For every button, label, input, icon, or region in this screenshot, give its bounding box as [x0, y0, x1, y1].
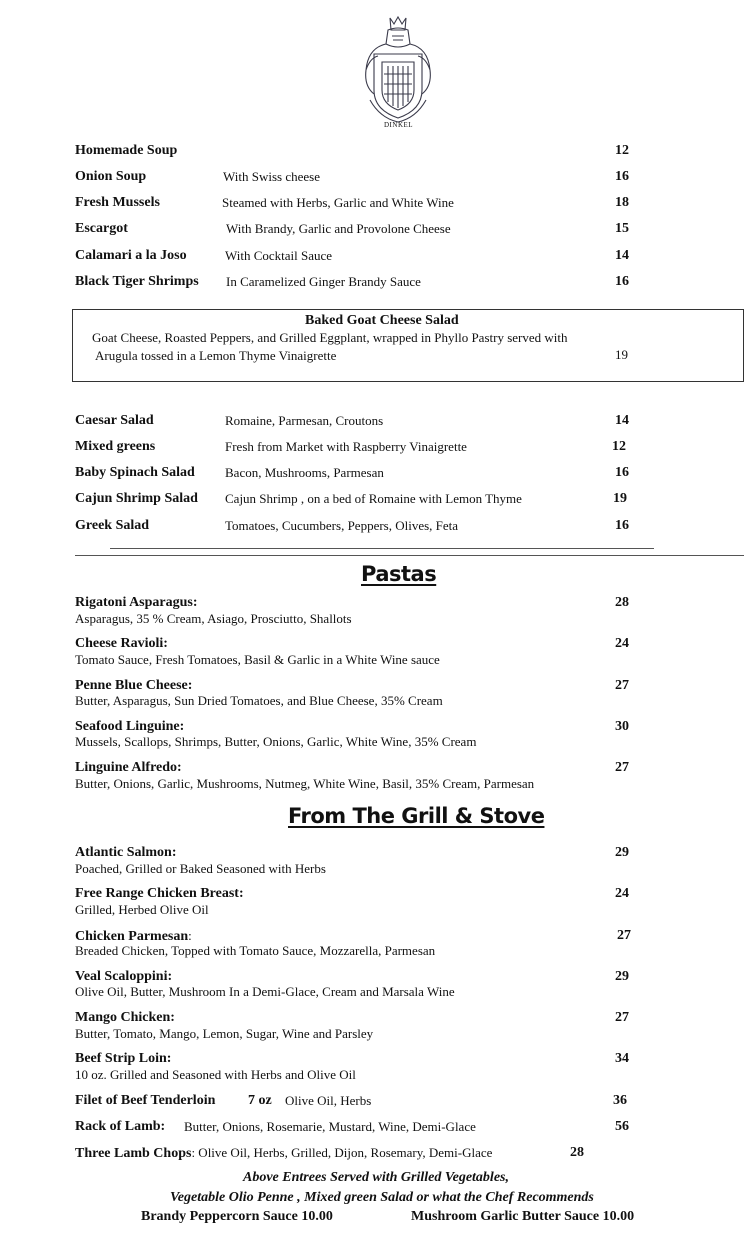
menu-item-price: 30 [615, 719, 629, 734]
menu-item-desc: Steamed with Herbs, Garlic and White Wine [222, 195, 454, 210]
menu-item-name: Rack of Lamb: [75, 1119, 166, 1134]
menu-item-name-suffix: : [188, 928, 192, 943]
featured-salad-desc-line2: Arugula tossed in a Lemon Thyme Vinaigrette [95, 348, 337, 363]
menu-item-name: Cheese Ravioli: [75, 636, 168, 651]
menu-item-price: 56 [615, 1119, 629, 1134]
menu-item-name: Black Tiger Shrimps [75, 274, 199, 289]
featured-salad-price: 19 [615, 347, 628, 362]
menu-item-price: 28 [615, 595, 629, 610]
menu-item-price: 16 [615, 169, 629, 184]
menu-item-desc: Butter, Tomato, Mango, Lemon, Sugar, Wine and Parsley [75, 1026, 374, 1041]
menu-item-desc: Grilled, Herbed Olive Oil [75, 902, 209, 917]
menu-item-name: Beef Strip Loin: [75, 1051, 172, 1066]
menu-item-name: Rigatoni Asparagus: [75, 595, 198, 610]
menu-item-price: 29 [615, 969, 629, 984]
crest-caption: DINKEL [384, 121, 414, 129]
menu-item-price: 27 [615, 760, 629, 775]
menu-item-price: 14 [615, 248, 629, 263]
menu-item-desc: 10 oz. Grilled and Seasoned with Herbs and Olive Oil [75, 1067, 356, 1082]
section-title-pastas: Pastas [361, 562, 437, 586]
menu-item-size: 7 oz [248, 1093, 272, 1108]
footer-sauce-mushroom: Mushroom Garlic Butter Sauce 10.00 [411, 1209, 635, 1224]
dinkel-crest-logo [360, 14, 436, 134]
menu-item-price: 16 [615, 518, 629, 533]
menu-item-desc: With Brandy, Garlic and Provolone Cheese [226, 221, 451, 236]
menu-item-desc: With Swiss cheese [223, 169, 320, 184]
menu-item-price: 28 [570, 1145, 584, 1160]
footer-note-line2: Vegetable Olio Penne , Mixed green Salad or what the Chef Recommends [170, 1190, 594, 1205]
menu-item-name: Caesar Salad [75, 413, 154, 428]
menu-item-heading [75, 1145, 492, 1162]
menu-item-price: 27 [615, 678, 629, 693]
menu-item-desc: Mussels, Scallops, Shrimps, Butter, Onions, Garlic, White Wine, 35% Cream [75, 734, 477, 749]
menu-item-name: Mango Chicken: [75, 1010, 175, 1025]
menu-item-price: 27 [615, 1010, 629, 1025]
menu-item-price: 24 [615, 886, 629, 901]
menu-item-desc: Romaine, Parmesan, Croutons [225, 413, 384, 428]
menu-item-price: 16 [615, 465, 629, 480]
menu-item-price: 34 [615, 1051, 629, 1066]
menu-item-name: Penne Blue Cheese: [75, 678, 193, 693]
menu-item-desc: Butter, Onions, Garlic, Mushrooms, Nutmeg, White Wine, Basil, 35% Cream, Parmesan [75, 776, 535, 791]
divider-line [110, 548, 654, 549]
menu-item-desc: Butter, Asparagus, Sun Dried Tomatoes, and Blue Cheese, 35% Cream [75, 693, 443, 708]
menu-item-name: Mixed greens [75, 439, 156, 454]
menu-item-price: 12 [612, 439, 626, 454]
menu-item-name: Atlantic Salmon: [75, 845, 177, 860]
menu-item-price: 16 [615, 274, 629, 289]
menu-item-desc: Poached, Grilled or Baked Seasoned with Herbs [75, 861, 326, 876]
footer-sauce-brandy: Brandy Peppercorn Sauce 10.00 [141, 1209, 333, 1224]
menu-item-name: Baby Spinach Salad [75, 465, 195, 480]
menu-item-name: Cajun Shrimp Salad [75, 491, 198, 506]
menu-item-desc: With Cocktail Sauce [225, 248, 333, 263]
menu-item-desc: Olive Oil, Herbs [285, 1093, 372, 1108]
menu-item-price: 36 [613, 1093, 627, 1108]
menu-item-name: Greek Salad [75, 518, 150, 533]
menu-item-name: Free Range Chicken Breast: [75, 886, 244, 901]
section-title-grill: From The Grill & Stove [288, 804, 545, 828]
menu-item-desc: Olive Oil, Butter, Mushroom In a Demi-Glace, Cream and Marsala Wine [75, 984, 455, 999]
menu-item-name: Linguine Alfredo: [75, 760, 182, 775]
menu-item-price: 12 [615, 143, 629, 158]
divider-line [75, 555, 744, 556]
menu-item-name: Fresh Mussels [75, 195, 160, 210]
menu-item-name: Homemade Soup [75, 143, 178, 158]
menu-item-price: 14 [615, 413, 629, 428]
menu-item-name: Escargot [75, 221, 128, 236]
menu-item-name: Seafood Linguine: [75, 719, 185, 734]
menu-item-price: 18 [615, 195, 629, 210]
menu-item-name: Calamari a la Joso [75, 248, 187, 263]
menu-item-name: Chicken Parmesan [75, 929, 189, 944]
menu-item-desc: Fresh from Market with Raspberry Vinaigrette [225, 439, 467, 454]
menu-item-desc: Cajun Shrimp , on a bed of Romaine with Lemon Thyme [225, 491, 522, 506]
featured-salad-desc-line1: Goat Cheese, Roasted Peppers, and Grilled Eggplant, wrapped in Phyllo Pastry served with [92, 330, 568, 345]
menu-item-price: 29 [615, 845, 629, 860]
menu-item-desc: Butter, Onions, Rosemarie, Mustard, Wine, Demi-Glace [184, 1119, 476, 1134]
menu-item-desc: Asparagus, 35 % Cream, Asiago, Prosciutto, Shallots [75, 611, 352, 626]
menu-item-price: 15 [615, 221, 629, 236]
menu-item-desc: : Olive Oil, Herbs, Grilled, Dijon, Rosemary, Demi-Glace [191, 1145, 493, 1160]
menu-item-price: 19 [613, 491, 627, 506]
menu-item-desc: Tomato Sauce, Fresh Tomatoes, Basil & Garlic in a White Wine sauce [75, 652, 440, 667]
menu-item-desc: Bacon, Mushrooms, Parmesan [225, 465, 384, 480]
menu-item-desc: Breaded Chicken, Topped with Tomato Sauce, Mozzarella, Parmesan [75, 943, 436, 958]
menu-item-desc: Tomatoes, Cucumbers, Peppers, Olives, Feta [225, 518, 459, 533]
featured-salad-title: Baked Goat Cheese Salad [305, 313, 459, 328]
menu-item-name: Veal Scaloppini: [75, 969, 173, 984]
footer-note-line1: Above Entrees Served with Grilled Vegetables, [243, 1170, 509, 1185]
menu-item-name: Filet of Beef Tenderloin [75, 1093, 216, 1108]
menu-item-name: Onion Soup [75, 169, 147, 184]
menu-item-price: 27 [617, 928, 631, 943]
menu-item-desc: In Caramelized Ginger Brandy Sauce [226, 274, 421, 289]
menu-item-price: 24 [615, 636, 629, 651]
menu-item-name: Three Lamb Chops [75, 1146, 192, 1161]
